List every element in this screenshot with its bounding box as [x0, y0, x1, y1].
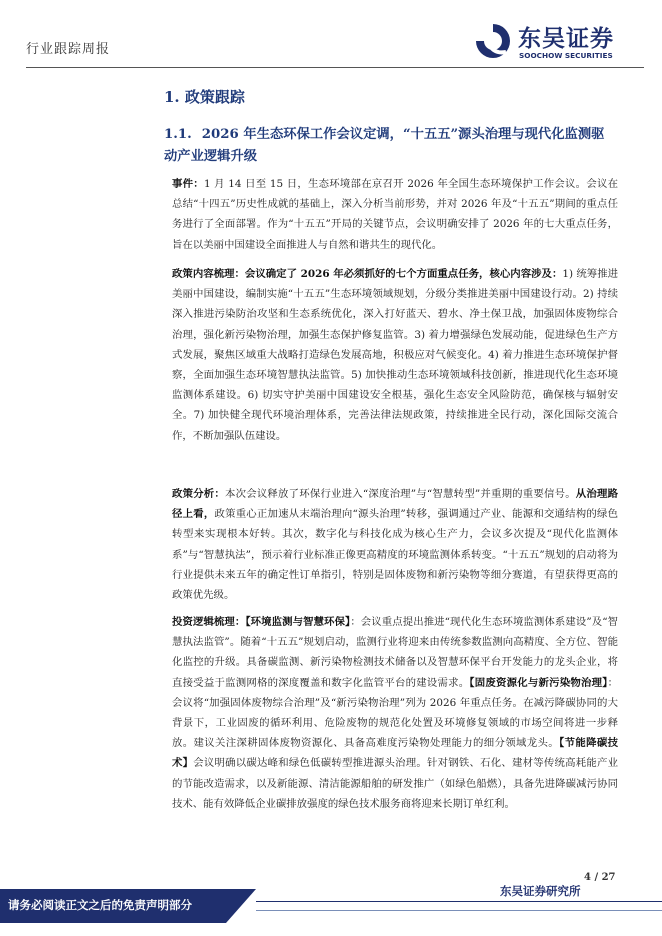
analysis-emphasis: 从治理路径上看，	[172, 488, 618, 521]
analysis-lead: 政策分析：	[172, 488, 226, 500]
disclaimer-banner	[0, 889, 226, 923]
footer-org-name: 东吴证券研究所	[500, 884, 581, 898]
analysis-text-2: 政策重心正加速从末端治理向“源头治理”转移，强调通过产业、能源和交通结构的绿色转型来实现根本好转。其次，数字化与科技化成为核心生产力，会议多次提及“现代化监测体系”与“智慧执法”，预示着行业标准正像更高精度的环境监测体系转变。“十五五”规划的启动将为行业提供未来五年的确定性订单指引，特别是固体废物和新污染物等细分赛道，有望获得更高的政策优先级。	[172, 508, 619, 602]
policy-lead: 政策内容梳理：会议确定了 2026 年必须抓好的七个方面重点任务，核心内容涉及：	[172, 268, 563, 280]
event-paragraph	[172, 174, 618, 255]
page-number: 4 / 27	[584, 872, 616, 883]
investment-paragraph	[172, 612, 618, 814]
section-heading	[164, 86, 245, 107]
event-text: 1 月 14 日至 15 日，生态环境部在京召开 2026 年全国生态环境保护工作会议。会议在总结“十四五”历史性成就的基础上，深入分析当前形势，并对 2026 年及“十五五”期间的重点任务进行了全面部署。作为“十五五”开局的关键节点，会议明确安排了 2026 年的七大重点任务，旨在以美丽中国建设全面推进人与自然和谐共生的现代化。	[172, 178, 618, 251]
disclaimer-text: 请务必阅读正文之后的免责声明部分	[8, 898, 192, 912]
investment-lead: 投资逻辑梳理：	[172, 616, 246, 628]
header-divider	[26, 67, 644, 68]
analysis-paragraph	[172, 484, 618, 605]
investment-text-1: ：会议重点提出推进“现代化生态环境监测体系建设”及“智慧执法监管”。随着“十五五”规划启动，监测行业将迎来由传统参数监测向高精度、全方位、智能化监控的升级。具备碳监测、新污染物检测技术储备以及智慧环保平台开发能力的龙头企业，将直接受益于监测网格的深度覆盖和数字化监管平台的建设需求。	[172, 616, 619, 689]
section-title: 政策跟踪	[184, 88, 245, 106]
company-logo	[474, 20, 644, 64]
analysis-text-1: 本次会议释放了环保行业进入“深度治理”与“智慧转型”并重期的重要信号。	[225, 488, 576, 500]
investment-text-3: 会议明确以碳达峰和绿色低碳转型推进源头治理。针对钢铁、石化、建材等传统高耗能产业的节能改造需求，以及新能源、清洁能源船舶的研发推广（如绿色船燃），具备先进降碳减污协同技术、能有效降低企业碳排放强度的绿色技术服务商将迎来长期订单红利。	[172, 757, 618, 810]
footer-divider	[256, 901, 662, 902]
policy-text: 1) 统筹推进美丽中国建设，编制实施“十五五”生态环境领域规划，分级分类推进美丽中国建设行动。2) 持续深入推进污染防治攻坚和生态系统优化，深入打好蓝天、碧水、净土保卫战，加强固体废物综合治理，强化新污染物治理，加强生态保护修复监管。3) 着力增强绿色发展动能，促进绿色生产方式发展，聚焦区域重大战略打造绿色发展高地，积极应对气候变化。4) 着力推进生态环境保护督察，全面加强生态环境智慧执法监管。5) 加快推动生态环境领域科技创新，推进现代化生态环境监测体系建设。6) 切实守护美丽中国建设安全根基，强化生态安全风险防范，确保核与辐射安全。7) 加快健全现代环境治理体系，完善法律法规政策，持续推进全民行动，深化国际交流合作，不断加强队伍建设。	[172, 268, 619, 442]
report-type-label: 行业跟踪周报	[26, 42, 111, 57]
logo-mark-icon	[474, 22, 512, 60]
section-number: 1.	[164, 88, 180, 106]
investment-emphasis-3: 【节能降碳技术】	[172, 737, 618, 770]
logo-text-cn: 东吴证券	[518, 26, 614, 52]
footer-divider-secondary	[256, 910, 662, 911]
logo-text-en: SOOCHOW SECURITIES	[519, 51, 613, 60]
subsection-title: 2026 年生态环保工作会议定调，“十五五”源头治理与现代化监测驱动产业逻辑升级	[164, 127, 605, 164]
subsection-number: 1.1.	[164, 127, 192, 142]
investment-emphasis-1: 【环境监测与智慧环保】	[245, 616, 351, 628]
investment-text-2: ：会议将“加强固体废物综合治理”及“新污染物治理”列为 2026 年重点任务。在减污降碳协同的大背景下，工业固废的循环利用、危险废物的规范化处置及环境修复领域的市场空间将进一步释放。建议关注深耕固体废物资源化、具备高难度污染物处理能力的细分领域龙头。	[172, 676, 618, 750]
investment-emphasis-2: 【固废资源化与新污染物治理】	[469, 676, 608, 689]
event-lead: 事件：	[172, 178, 204, 190]
subsection-heading	[164, 124, 616, 168]
policy-paragraph	[172, 264, 618, 446]
